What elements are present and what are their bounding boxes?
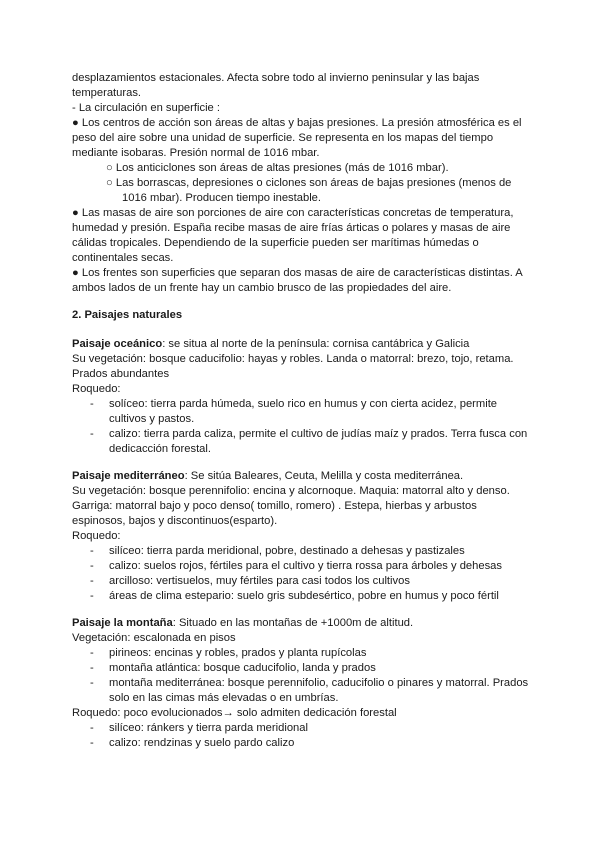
oceanico-heading-line <box>72 337 542 352</box>
list-item: calizo: tierra parda caliza, permite el cultivo de judías maíz y prados. Terra fusca con <box>109 428 528 440</box>
list-dash: - <box>90 677 94 689</box>
montana-title-rest: : Situado en las montañas de +1000m de altitud. <box>172 617 414 629</box>
montana-title: Paisaje la montaña <box>72 617 173 629</box>
sub-bullet-line: 1016 mbar). Producen tiempo inestable. <box>122 192 322 204</box>
paragraph-line: Roquedo: <box>72 530 121 542</box>
paragraph-line: humedad y presión. España recibe masas de aire frías árticas o polares y masas de aire <box>72 222 511 234</box>
paragraph-line: cálidas tropicales. Dependiendo de la superficie pueden ser marítimas húmedas o <box>72 237 479 249</box>
paragraph-line: desplazamientos estacionales. Afecta sobre todo al invierno peninsular y las bajas <box>72 72 480 84</box>
paragraph-line: temperaturas. <box>72 87 142 99</box>
mediterraneo-title-rest: : Se sitúa Baleares, Ceuta, Melilla y costa mediterránea. <box>184 470 464 482</box>
list-dash: - <box>90 560 94 572</box>
paragraph-line: - La circulación en superficie : <box>72 102 220 114</box>
list-dash: - <box>90 398 94 410</box>
list-item: silíceo: ránkers y tierra parda meridional <box>109 722 308 734</box>
paragraph-line: ambos lados de un frente hay un cambio brusco de las propiedades del aire. <box>72 282 452 294</box>
paragraph-line: ● Los frentes son superficies que separan dos masas de aire de características distintas. A <box>72 267 523 279</box>
list-item: silíceo: tierra parda meridional, pobre, destinado a dehesas y pastizales <box>109 545 465 557</box>
paragraph-line: continentales secas. <box>72 252 174 264</box>
list-dash: - <box>90 722 94 734</box>
mediterraneo-heading-line <box>72 469 542 484</box>
paragraph-line: espinosos, bajos y discontinuos(esparto). <box>72 515 278 527</box>
paragraph-line: Su vegetación: bosque caducifolio: hayas y robles. Landa o matorral: brezo, tojo, retama. <box>72 353 514 365</box>
paragraph-line: ● Los centros de acción son áreas de altas y bajas presiones. La presión atmosférica es el <box>72 117 522 129</box>
list-item: montaña mediterránea: bosque perennifolio, caducifolio o pinares y matorral. Prados <box>109 677 529 689</box>
section-heading: 2. Paisajes naturales <box>72 309 183 321</box>
list-item: arcilloso: vertisuelos, muy fértiles para casi todos los cultivos <box>109 575 410 587</box>
paragraph-line: ● Las masas de aire son porciones de aire con características concretas de temperatura, <box>72 207 514 219</box>
paragraph-line: Vegetación: escalonada en pisos <box>72 632 236 644</box>
montana-heading-line <box>72 616 542 631</box>
list-item: solo en las cimas más elevadas o en umbrías. <box>109 692 339 704</box>
paragraph-line: mediante isobaras. Presión normal de 1016 mbar. <box>72 147 320 159</box>
oceanico-title-rest: : se situa al norte de la península: cornisa cantábrica y Galicia <box>162 338 470 350</box>
list-item: calizo: rendzinas y suelo pardo calizo <box>109 737 295 749</box>
paragraph-line: Su vegetación: bosque perennifolio: encina y alcornoque. Maquia: matorral alto y denso. <box>72 485 510 497</box>
list-item: montaña atlántica: bosque caducifolio, landa y prados <box>109 662 376 674</box>
paragraph-line: Garriga: matorral bajo y poco denso( tomillo, romero) . Estepa, hierbas y arbustos <box>72 500 477 512</box>
mediterraneo-title: Paisaje mediterráneo <box>72 470 185 482</box>
list-dash: - <box>90 428 94 440</box>
paragraph-line: Prados abundantes <box>72 368 170 380</box>
oceanico-title: Paisaje oceánico <box>72 338 163 350</box>
list-item: cultivos y pastos. <box>109 413 195 425</box>
paragraph-line: Roquedo: <box>72 383 121 395</box>
list-dash: - <box>90 575 94 587</box>
list-item: solíceo: tierra parda húmeda, suelo rico en humus y con cierta acidez, permite <box>109 398 498 410</box>
list-dash: - <box>90 737 94 749</box>
sub-bullet-line: ○ Las borrascas, depresiones o ciclones son áreas de bajas presiones (menos de <box>106 177 512 189</box>
list-item: pirineos: encinas y robles, prados y planta rupícolas <box>109 647 367 659</box>
list-dash: - <box>90 590 94 602</box>
paragraph-line: Roquedo: poco evolucionados→ solo admiten dedicación forestal <box>72 707 397 719</box>
list-item: calizo: suelos rojos, fértiles para el cultivo y tierra rossa para árboles y dehesas <box>109 560 502 572</box>
sub-bullet-line: ○ Los anticiclones son áreas de altas presiones (más de 1016 mbar). <box>106 162 449 174</box>
paragraph-line: peso del aire sobre una unidad de superficie. Se representa en los mapas del tiempo <box>72 132 494 144</box>
list-dash: - <box>90 662 94 674</box>
list-dash: - <box>90 647 94 659</box>
list-item: áreas de clima estepario: suelo gris subdesértico, pobre en humus y poco fértil <box>109 590 499 602</box>
list-dash: - <box>90 545 94 557</box>
list-item: dedicacción forestal. <box>109 443 211 455</box>
